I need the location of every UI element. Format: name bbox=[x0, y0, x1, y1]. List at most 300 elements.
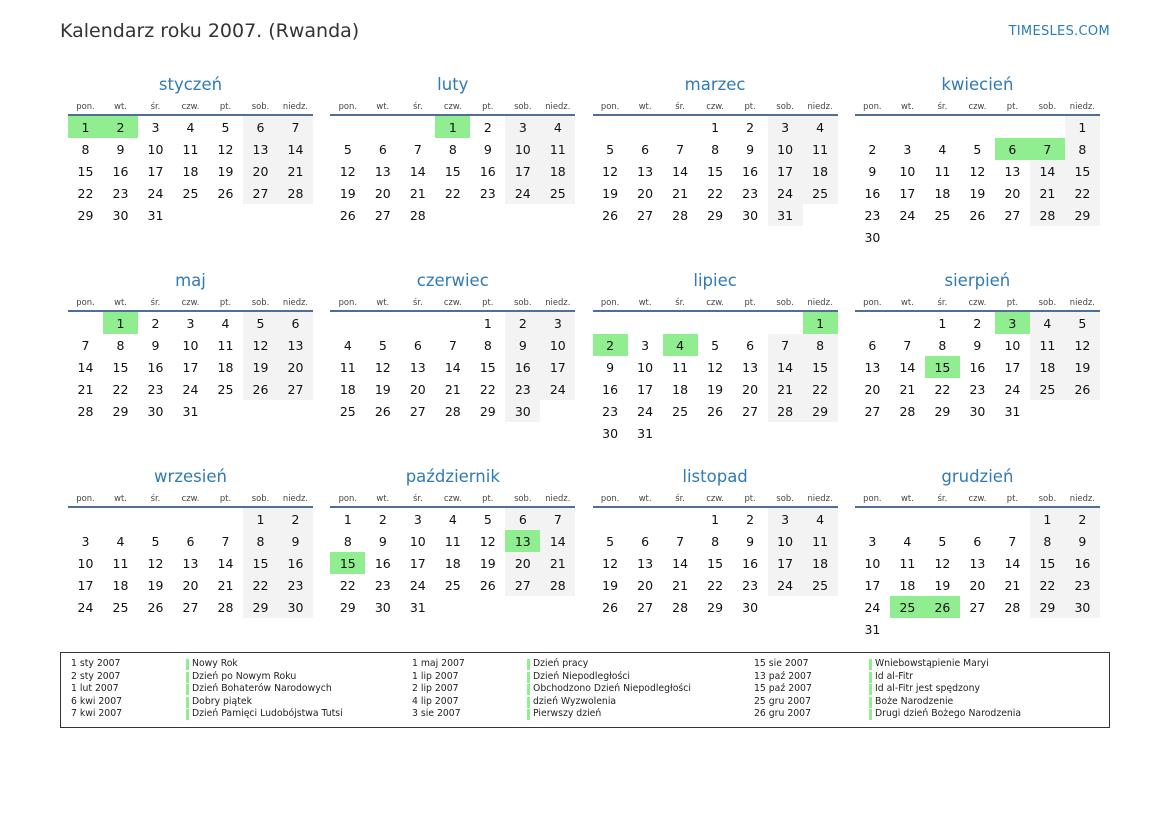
day-cell: 8 bbox=[343, 533, 352, 549]
weekday-header: pt. bbox=[470, 490, 505, 507]
week-row bbox=[855, 574, 1100, 596]
day-cell: 29 bbox=[934, 403, 951, 419]
day-cell: 5 bbox=[938, 533, 947, 549]
day-cell: 26 bbox=[969, 207, 986, 223]
day-cell: 5 bbox=[483, 511, 492, 527]
weekday-header: sob. bbox=[1030, 98, 1065, 115]
holiday-marker bbox=[869, 684, 872, 695]
week-row bbox=[855, 311, 1100, 334]
week-row bbox=[855, 618, 1100, 640]
day-cell: 7 bbox=[1008, 533, 1017, 549]
week-row bbox=[855, 400, 1100, 422]
day-cell: 9 bbox=[278, 530, 313, 552]
week-row bbox=[68, 160, 313, 182]
month-calendar bbox=[330, 74, 575, 270]
day-cell: 27 bbox=[969, 599, 986, 615]
day-cell: 15 bbox=[479, 359, 496, 375]
day-cell: 8 bbox=[1065, 138, 1100, 160]
holiday-name: Pierwszy dzień bbox=[533, 708, 602, 720]
day-cell: 9 bbox=[483, 141, 492, 157]
month-name: luty bbox=[437, 75, 469, 94]
empty-cell bbox=[278, 400, 313, 422]
day-cell: 27 bbox=[864, 403, 881, 419]
day-cell: 10 bbox=[637, 359, 654, 375]
empty-cell bbox=[400, 311, 435, 334]
day-cell: 25 bbox=[339, 403, 356, 419]
day-cell: 14 bbox=[672, 555, 689, 571]
day-cell: 31 bbox=[147, 207, 164, 223]
empty-cell bbox=[890, 226, 925, 248]
month-name: styczeń bbox=[158, 75, 223, 94]
empty-cell bbox=[1030, 618, 1065, 640]
holiday-name: Wniebowstąpienie Maryi bbox=[875, 658, 989, 669]
week-row bbox=[330, 378, 575, 400]
holiday-name: Boże Narodzenie bbox=[875, 695, 954, 707]
day-cell: 25 bbox=[803, 574, 838, 596]
day-cell: 25 bbox=[217, 381, 234, 397]
day-cell: 10 bbox=[899, 163, 916, 179]
day-cell: 31 bbox=[864, 621, 881, 637]
day-cell: 13 bbox=[243, 138, 278, 160]
day-cell: 30 bbox=[969, 403, 986, 419]
week-row bbox=[593, 204, 838, 226]
day-cell: 17 bbox=[182, 359, 199, 375]
day-cell: 24 bbox=[637, 403, 654, 419]
weekday-header: wt. bbox=[103, 294, 138, 311]
holiday-name: Dzień pracy bbox=[533, 658, 589, 669]
day-cell: 11 bbox=[934, 163, 951, 179]
day-cell: 22 bbox=[934, 381, 951, 397]
empty-cell bbox=[960, 618, 995, 640]
empty-cell bbox=[435, 311, 470, 334]
weekday-header: pon. bbox=[68, 490, 103, 507]
day-cell: 27 bbox=[409, 403, 426, 419]
weekday-header: pon. bbox=[330, 294, 365, 311]
day-cell: 21 bbox=[444, 381, 461, 397]
day-cell: 13 bbox=[182, 555, 199, 571]
day-cell: 15 bbox=[707, 555, 724, 571]
day-cell: 12 bbox=[147, 555, 164, 571]
day-cell: 14 bbox=[672, 163, 689, 179]
holiday-name: Dzień Bohaterów Narodowych bbox=[192, 683, 332, 695]
day-cell: 19 bbox=[934, 577, 951, 593]
day-cell: 28 bbox=[768, 400, 803, 422]
weekday-header: pt. bbox=[995, 294, 1030, 311]
day-cell: 12 bbox=[217, 141, 234, 157]
weekday-header: wt. bbox=[103, 98, 138, 115]
weekday-header: pon. bbox=[593, 98, 628, 115]
calendar-grid bbox=[68, 74, 1100, 662]
holiday-name: Dobry piątek bbox=[192, 695, 252, 707]
day-cell: 11 bbox=[803, 138, 838, 160]
day-cell: 23 bbox=[969, 381, 986, 397]
empty-cell bbox=[733, 311, 768, 334]
month-table bbox=[330, 294, 575, 422]
empty-cell bbox=[995, 618, 1030, 640]
day-cell: 22 bbox=[803, 378, 838, 400]
empty-cell bbox=[890, 618, 925, 640]
holiday-marker bbox=[527, 659, 530, 670]
day-cell: 29 bbox=[707, 207, 724, 223]
day-cell: 23 bbox=[1065, 574, 1100, 596]
day-cell: 22 bbox=[112, 381, 129, 397]
day-cell: 28 bbox=[217, 599, 234, 615]
day-cell: 3 bbox=[151, 119, 160, 135]
week-row bbox=[855, 596, 1100, 618]
empty-cell bbox=[925, 507, 960, 530]
week-row bbox=[68, 204, 313, 226]
day-cell: 22 bbox=[444, 185, 461, 201]
holiday-marker bbox=[869, 659, 872, 670]
day-cell: 16 bbox=[602, 381, 619, 397]
day-cell: 12 bbox=[707, 359, 724, 375]
day-cell: 19 bbox=[339, 185, 356, 201]
day-cell: 17 bbox=[409, 555, 426, 571]
day-cell: 29 bbox=[1030, 596, 1065, 618]
day-cell: 2 bbox=[378, 511, 387, 527]
week-row bbox=[68, 596, 313, 618]
empty-cell bbox=[330, 115, 365, 138]
day-cell: 27 bbox=[182, 599, 199, 615]
month-calendar bbox=[855, 466, 1100, 662]
day-cell: 21 bbox=[278, 160, 313, 182]
day-cell: 28 bbox=[1030, 204, 1065, 226]
empty-cell bbox=[68, 507, 103, 530]
day-cell: 12 bbox=[479, 533, 496, 549]
day-cell: 1 bbox=[803, 311, 838, 334]
day-cell: 2 bbox=[151, 315, 160, 331]
holiday-marker bbox=[869, 697, 872, 708]
week-row bbox=[593, 378, 838, 400]
day-cell: 9 bbox=[746, 533, 755, 549]
empty-cell bbox=[698, 422, 733, 444]
day-cell: 4 bbox=[116, 533, 125, 549]
empty-cell bbox=[593, 115, 628, 138]
week-row bbox=[593, 507, 838, 530]
day-cell: 30 bbox=[742, 207, 759, 223]
weekday-header: pt. bbox=[208, 490, 243, 507]
day-cell: 7 bbox=[903, 337, 912, 353]
day-cell: 25 bbox=[803, 182, 838, 204]
day-cell: 1 bbox=[483, 315, 492, 331]
day-cell: 30 bbox=[742, 599, 759, 615]
day-cell: 21 bbox=[217, 577, 234, 593]
day-cell: 11 bbox=[112, 555, 129, 571]
brand-link[interactable]: TIMESLES.COM bbox=[1008, 24, 1110, 39]
holiday-date: 4 lip 2007 bbox=[412, 695, 459, 707]
weekday-header: niedz. bbox=[278, 490, 313, 507]
day-cell: 27 bbox=[637, 599, 654, 615]
day-cell: 20 bbox=[742, 381, 759, 397]
day-cell: 23 bbox=[742, 185, 759, 201]
day-cell: 14 bbox=[217, 555, 234, 571]
weekday-header: pon. bbox=[855, 490, 890, 507]
day-cell: 6 bbox=[641, 141, 650, 157]
weekday-header: śr. bbox=[663, 294, 698, 311]
weekday-header: sob. bbox=[1030, 294, 1065, 311]
empty-cell bbox=[628, 115, 663, 138]
day-cell: 23 bbox=[479, 185, 496, 201]
day-cell: 27 bbox=[374, 207, 391, 223]
holiday-date: 2 lip 2007 bbox=[412, 683, 459, 695]
day-cell: 1 bbox=[711, 511, 720, 527]
day-cell: 6 bbox=[413, 337, 422, 353]
month-table bbox=[68, 294, 313, 422]
weekday-header: wt. bbox=[628, 98, 663, 115]
day-cell: 19 bbox=[1065, 356, 1100, 378]
weekday-header: sob. bbox=[505, 490, 540, 507]
empty-cell bbox=[470, 204, 505, 226]
weekday-header: wt. bbox=[628, 294, 663, 311]
weekday-header: czw. bbox=[960, 294, 995, 311]
day-cell: 23 bbox=[602, 403, 619, 419]
week-row bbox=[330, 507, 575, 530]
day-cell: 6 bbox=[995, 138, 1030, 160]
month-table bbox=[855, 98, 1100, 248]
day-cell: 18 bbox=[803, 160, 838, 182]
day-cell: 2 bbox=[103, 115, 138, 138]
weekday-header: czw. bbox=[435, 490, 470, 507]
day-cell: 25 bbox=[444, 577, 461, 593]
day-cell: 16 bbox=[742, 555, 759, 571]
day-cell: 15 bbox=[330, 552, 365, 574]
month-calendar bbox=[593, 74, 838, 270]
holiday-marker bbox=[186, 659, 189, 670]
day-cell: 20 bbox=[409, 381, 426, 397]
weekday-header: pt. bbox=[470, 98, 505, 115]
day-cell: 13 bbox=[864, 359, 881, 375]
day-cell: 20 bbox=[969, 577, 986, 593]
day-cell: 4 bbox=[803, 115, 838, 138]
day-cell: 29 bbox=[803, 400, 838, 422]
day-cell: 11 bbox=[1030, 334, 1065, 356]
day-cell: 14 bbox=[1030, 160, 1065, 182]
day-cell: 11 bbox=[540, 138, 575, 160]
day-cell: 14 bbox=[278, 138, 313, 160]
month-calendar bbox=[593, 466, 838, 662]
day-cell: 8 bbox=[116, 337, 125, 353]
weekday-header: czw. bbox=[435, 98, 470, 115]
day-cell: 2 bbox=[1065, 507, 1100, 530]
day-cell: 20 bbox=[864, 381, 881, 397]
weekday-header: pt. bbox=[208, 294, 243, 311]
empty-cell bbox=[243, 400, 278, 422]
day-cell: 16 bbox=[969, 359, 986, 375]
empty-cell bbox=[925, 115, 960, 138]
day-cell: 1 bbox=[243, 507, 278, 530]
day-cell: 4 bbox=[186, 119, 195, 135]
week-row bbox=[593, 356, 838, 378]
week-row bbox=[330, 334, 575, 356]
weekday-header: niedz. bbox=[1065, 490, 1100, 507]
holiday-date: 3 sie 2007 bbox=[412, 708, 461, 720]
week-row bbox=[593, 311, 838, 334]
weekday-header: sob. bbox=[243, 490, 278, 507]
day-cell: 8 bbox=[243, 530, 278, 552]
week-row bbox=[593, 574, 838, 596]
day-cell: 6 bbox=[278, 311, 313, 334]
empty-cell bbox=[540, 204, 575, 226]
day-cell: 28 bbox=[278, 182, 313, 204]
empty-cell bbox=[960, 115, 995, 138]
weekday-header: pt. bbox=[470, 294, 505, 311]
day-cell: 17 bbox=[1004, 359, 1021, 375]
weekday-header: niedz. bbox=[803, 294, 838, 311]
day-cell: 22 bbox=[77, 185, 94, 201]
weekday-header: czw. bbox=[435, 294, 470, 311]
weekday-header: śr. bbox=[138, 294, 173, 311]
weekday-header: niedz. bbox=[278, 98, 313, 115]
day-cell: 27 bbox=[278, 378, 313, 400]
day-cell: 7 bbox=[448, 337, 457, 353]
weekday-header: śr. bbox=[925, 490, 960, 507]
day-cell: 2 bbox=[746, 511, 755, 527]
day-cell: 17 bbox=[899, 185, 916, 201]
holiday-date: 1 maj 2007 bbox=[412, 658, 465, 669]
day-cell: 5 bbox=[606, 533, 615, 549]
day-cell: 8 bbox=[938, 337, 947, 353]
week-row bbox=[68, 138, 313, 160]
day-cell: 7 bbox=[540, 507, 575, 530]
week-row bbox=[855, 226, 1100, 248]
holiday-name: Dzień po Nowym Roku bbox=[192, 670, 297, 682]
weekday-header: śr. bbox=[400, 98, 435, 115]
day-cell: 18 bbox=[1030, 356, 1065, 378]
day-cell: 31 bbox=[637, 425, 654, 441]
holiday-date: 2 sty 2007 bbox=[71, 670, 121, 682]
week-row bbox=[855, 378, 1100, 400]
month-calendar bbox=[68, 74, 313, 270]
day-cell: 26 bbox=[339, 207, 356, 223]
weekday-header: niedz. bbox=[540, 294, 575, 311]
empty-cell bbox=[208, 507, 243, 530]
day-cell: 14 bbox=[540, 530, 575, 552]
day-cell: 19 bbox=[374, 381, 391, 397]
week-row bbox=[593, 115, 838, 138]
holiday-marker bbox=[186, 672, 189, 683]
week-row bbox=[593, 182, 838, 204]
day-cell: 6 bbox=[378, 141, 387, 157]
empty-cell bbox=[925, 226, 960, 248]
month-calendar bbox=[68, 466, 313, 662]
day-cell: 16 bbox=[479, 163, 496, 179]
day-cell: 3 bbox=[868, 533, 877, 549]
holiday-date: 26 gru 2007 bbox=[754, 708, 812, 720]
day-cell: 12 bbox=[339, 163, 356, 179]
day-cell: 4 bbox=[448, 511, 457, 527]
day-cell: 7 bbox=[81, 337, 90, 353]
empty-cell bbox=[435, 204, 470, 226]
empty-cell bbox=[803, 596, 838, 618]
day-cell: 18 bbox=[112, 577, 129, 593]
holiday-marker bbox=[186, 709, 189, 720]
day-cell: 24 bbox=[899, 207, 916, 223]
day-cell: 1 bbox=[343, 511, 352, 527]
week-row bbox=[855, 552, 1100, 574]
weekday-header: czw. bbox=[960, 98, 995, 115]
day-cell: 23 bbox=[505, 378, 540, 400]
empty-cell bbox=[505, 204, 540, 226]
day-cell: 12 bbox=[602, 555, 619, 571]
day-cell: 27 bbox=[1004, 207, 1021, 223]
day-cell: 19 bbox=[243, 356, 278, 378]
day-cell: 18 bbox=[182, 163, 199, 179]
day-cell: 9 bbox=[116, 141, 125, 157]
day-cell: 25 bbox=[182, 185, 199, 201]
day-cell: 10 bbox=[505, 138, 540, 160]
day-cell: 18 bbox=[540, 160, 575, 182]
day-cell: 22 bbox=[707, 577, 724, 593]
day-cell: 28 bbox=[540, 574, 575, 596]
month-name: październik bbox=[405, 467, 500, 486]
day-cell: 6 bbox=[243, 115, 278, 138]
month-table bbox=[593, 98, 838, 226]
weekday-header: sob. bbox=[243, 98, 278, 115]
empty-cell bbox=[1065, 618, 1100, 640]
weekday-header: śr. bbox=[138, 98, 173, 115]
week-row bbox=[855, 138, 1100, 160]
empty-cell bbox=[960, 226, 995, 248]
day-cell: 11 bbox=[899, 555, 916, 571]
weekday-header: pt. bbox=[208, 98, 243, 115]
day-cell: 1 bbox=[938, 315, 947, 331]
day-cell: 7 bbox=[1030, 138, 1065, 160]
day-cell: 25 bbox=[1030, 378, 1065, 400]
day-cell: 10 bbox=[768, 530, 803, 552]
day-cell: 10 bbox=[768, 138, 803, 160]
empty-cell bbox=[1065, 400, 1100, 422]
empty-cell bbox=[173, 507, 208, 530]
weekday-header: pt. bbox=[995, 490, 1030, 507]
month-name: maj bbox=[175, 271, 206, 290]
empty-cell bbox=[663, 422, 698, 444]
day-cell: 26 bbox=[243, 378, 278, 400]
week-row bbox=[855, 115, 1100, 138]
day-cell: 31 bbox=[409, 599, 426, 615]
day-cell: 4 bbox=[663, 334, 698, 356]
day-cell: 16 bbox=[1065, 552, 1100, 574]
weekday-header: wt. bbox=[890, 490, 925, 507]
holiday-date: 1 sty 2007 bbox=[71, 658, 121, 669]
month-calendar bbox=[330, 466, 575, 662]
day-cell: 3 bbox=[903, 141, 912, 157]
day-cell: 16 bbox=[864, 185, 881, 201]
day-cell: 15 bbox=[1030, 552, 1065, 574]
weekday-header: śr. bbox=[663, 98, 698, 115]
month-name: marzec bbox=[684, 75, 746, 94]
empty-cell bbox=[663, 311, 698, 334]
day-cell: 3 bbox=[995, 311, 1030, 334]
day-cell: 20 bbox=[243, 160, 278, 182]
day-cell: 5 bbox=[151, 533, 160, 549]
weekday-header: czw. bbox=[173, 490, 208, 507]
day-cell: 22 bbox=[707, 185, 724, 201]
day-cell: 15 bbox=[243, 552, 278, 574]
day-cell: 30 bbox=[1065, 596, 1100, 618]
month-table bbox=[593, 294, 838, 444]
weekday-header: pt. bbox=[995, 98, 1030, 115]
holiday-date: 1 lip 2007 bbox=[412, 670, 459, 682]
day-cell: 31 bbox=[182, 403, 199, 419]
day-cell: 7 bbox=[676, 533, 685, 549]
weekday-header: sob. bbox=[768, 294, 803, 311]
holiday-date: 13 paź 2007 bbox=[754, 670, 812, 682]
weekday-header: sob. bbox=[768, 490, 803, 507]
day-cell: 23 bbox=[112, 185, 129, 201]
week-row bbox=[330, 400, 575, 422]
day-cell: 24 bbox=[768, 182, 803, 204]
day-cell: 3 bbox=[505, 115, 540, 138]
